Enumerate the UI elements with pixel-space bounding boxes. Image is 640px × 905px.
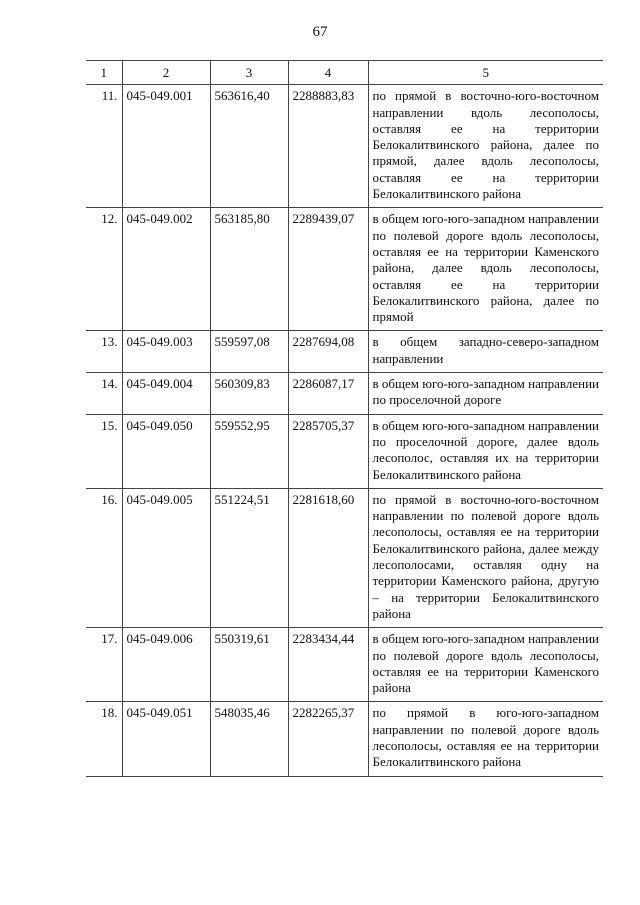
table-row (86, 414, 603, 488)
boundary-description: по прямой в восточно-юго-восточном направлении вдоль лесополосы, оставляя ее на территории Белокалитвинского района, далее по прямой, далее вдоль лесополосы, оставляя ее на территории Белокалитвинского района (368, 85, 603, 208)
boundary-description: в общем юго-юго-западном направлении по проселочной дороге, далее вдоль лесополос, оставляя их на территории Белокалитвинского района (368, 414, 603, 488)
boundary-description: в общем западно-северо-западном направлении (368, 331, 603, 373)
coordinate-y: 2286087,17 (288, 373, 368, 415)
coordinate-y: 2281618,60 (288, 488, 368, 627)
coordinate-x: 551224,51 (210, 488, 288, 627)
coordinate-x: 563185,80 (210, 208, 288, 331)
row-number: 17. (86, 628, 122, 702)
coordinate-x: 559552,95 (210, 414, 288, 488)
row-number: 13. (86, 331, 122, 373)
row-number: 11. (86, 85, 122, 208)
column-header-1: 1 (86, 61, 122, 85)
row-number: 14. (86, 373, 122, 415)
point-code: 045-049.004 (122, 373, 210, 415)
page-number: 67 (312, 24, 328, 40)
boundary-description: в общем юго-юго-западном направлении по полевой дороге вдоль лесополосы, оставляя ее на территории Каменского района, далее вдоль лесополосы, оставляя ее на территории Белокалитвинского района, далее по прямой (368, 208, 603, 331)
point-code: 045-049.051 (122, 702, 210, 776)
table-row (86, 331, 603, 373)
point-code: 045-049.001 (122, 85, 210, 208)
table-header-row (86, 61, 603, 85)
table-row (86, 702, 603, 776)
coordinate-x: 550319,61 (210, 628, 288, 702)
table-row (86, 208, 603, 331)
coordinate-y: 2287694,08 (288, 331, 368, 373)
coordinate-y: 2283434,44 (288, 628, 368, 702)
row-number: 18. (86, 702, 122, 776)
boundary-description: в общем юго-юго-западном направлении по проселочной дороге (368, 373, 603, 415)
table-row (86, 488, 603, 627)
point-code: 045-049.005 (122, 488, 210, 627)
coordinate-y: 2285705,37 (288, 414, 368, 488)
point-code: 045-049.006 (122, 628, 210, 702)
boundary-description: по прямой в юго-юго-западном направлении по полевой дороге вдоль лесополосы, оставляя ее на территории Белокалитвинского района (368, 702, 603, 776)
table-row (86, 628, 603, 702)
point-code: 045-049.003 (122, 331, 210, 373)
column-header-4: 4 (288, 61, 368, 85)
row-number: 16. (86, 488, 122, 627)
boundary-description: по прямой в восточно-юго-восточном направлении по полевой дороге вдоль лесополосы, оставляя ее на территории Белокалитвинского района, далее между лесополосами, оставляя одну на территории Каменского района, другую – на территории Белокалитвинского района (368, 488, 603, 627)
column-header-3: 3 (210, 61, 288, 85)
coordinate-y: 2288883,83 (288, 85, 368, 208)
point-code: 045-049.050 (122, 414, 210, 488)
coordinate-x: 559597,08 (210, 331, 288, 373)
column-header-2: 2 (122, 61, 210, 85)
coordinate-y: 2289439,07 (288, 208, 368, 331)
row-number: 12. (86, 208, 122, 331)
coordinate-x: 548035,46 (210, 702, 288, 776)
coordinate-x: 563616,40 (210, 85, 288, 208)
coordinate-y: 2282265,37 (288, 702, 368, 776)
table-row (86, 85, 603, 208)
boundary-description: в общем юго-юго-западном направлении по полевой дороге вдоль лесополосы, оставляя ее на территории Каменского района (368, 628, 603, 702)
boundary-table (86, 60, 603, 777)
column-header-5: 5 (368, 61, 603, 85)
coordinate-x: 560309,83 (210, 373, 288, 415)
row-number: 15. (86, 414, 122, 488)
table-row (86, 373, 603, 415)
point-code: 045-049.002 (122, 208, 210, 331)
